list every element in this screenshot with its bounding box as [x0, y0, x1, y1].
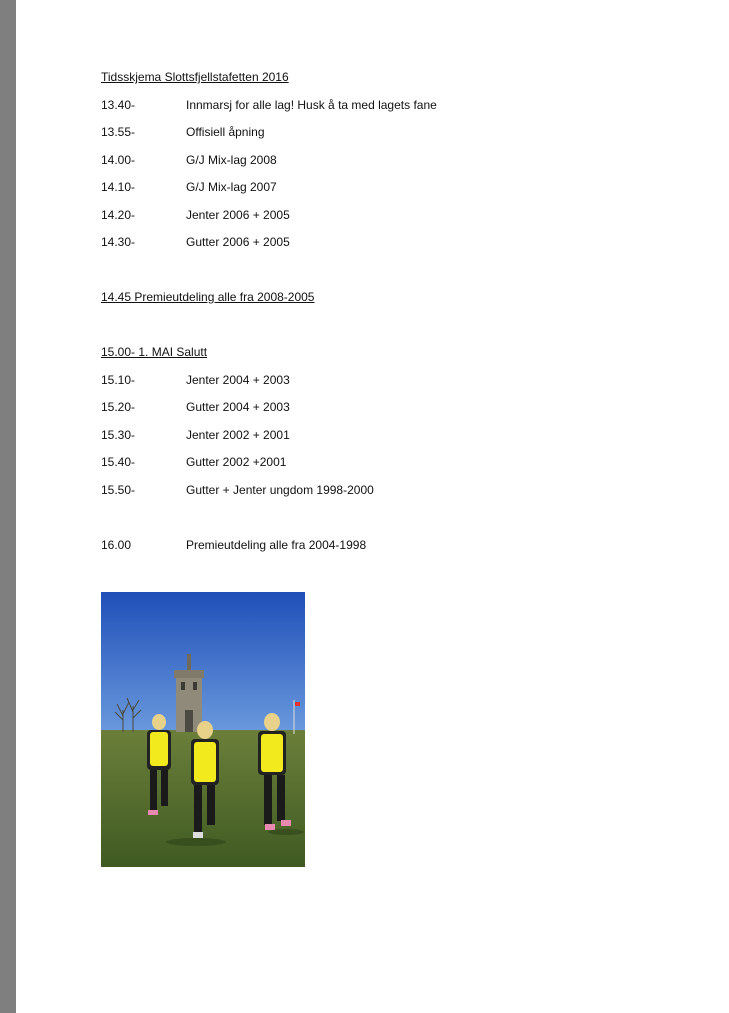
schedule-time: 14.30- [101, 235, 136, 249]
salute-heading: 15.00- 1. MAI Salutt [101, 345, 208, 359]
schedule-time: 15.10- [101, 372, 136, 387]
schedule-row [101, 153, 661, 168]
salute-line [101, 345, 661, 360]
spacer [101, 318, 661, 346]
schedule-event: Jenter 2004 + 2003 [186, 372, 290, 387]
schedule-time: 15.50- [101, 482, 136, 497]
award-final-time: 16.00 [101, 537, 132, 552]
schedule-row [101, 125, 661, 140]
schedule-row [101, 98, 661, 113]
schedule-event: Jenter 2002 + 2001 [186, 427, 290, 442]
schedule-time: 14.20- [101, 207, 136, 222]
schedule-row [101, 400, 661, 415]
schedule-event: Gutter + Jenter ungdom 1998-2000 [186, 482, 374, 497]
schedule-event: Jenter 2006 + 2005 [186, 207, 290, 222]
schedule-row [101, 455, 661, 470]
spacer [101, 263, 661, 291]
schedule-event: G/J Mix-lag 2008 [186, 152, 277, 167]
schedule-time: 14.10- [101, 180, 136, 194]
spacer [101, 510, 661, 538]
schedule-event: Innmarsj for alle lag! Husk å ta med lagets fane [186, 97, 437, 112]
schedule-row [101, 180, 661, 195]
award-heading: 14.45 Premieutdeling alle fra 2008-2005 [101, 290, 315, 304]
schedule-event: Offisiell åpning [186, 125, 265, 139]
schedule-time: 15.40- [101, 455, 136, 469]
tower-runners-photo [101, 592, 305, 867]
document-title-line [101, 70, 661, 85]
award-line [101, 290, 661, 305]
award-final-event: Premieutdeling alle fra 2004-1998 [186, 537, 367, 552]
schedule-time: 13.40- [101, 97, 136, 112]
schedule-content [101, 70, 661, 565]
schedule-event: Gutter 2006 + 2005 [186, 235, 290, 249]
viewer-side-bar [0, 0, 16, 1013]
event-photo [101, 592, 305, 867]
schedule-row [101, 483, 661, 498]
schedule-row [101, 373, 661, 388]
schedule-row [101, 208, 661, 223]
schedule-row [101, 428, 661, 443]
schedule-time: 15.30- [101, 427, 136, 442]
award-final-line [101, 538, 370, 553]
schedule-event: G/J Mix-lag 2007 [186, 180, 277, 194]
schedule-time: 15.20- [101, 400, 136, 414]
schedule-time: 13.55- [101, 125, 136, 139]
schedule-time: 14.00- [101, 152, 136, 167]
schedule-event: Gutter 2002 +2001 [186, 455, 287, 469]
schedule-row [101, 235, 661, 250]
document-title: Tidsskjema Slottsfjellstafetten 2016 [101, 70, 289, 84]
schedule-event: Gutter 2004 + 2003 [186, 400, 290, 414]
document-page [16, 0, 729, 1013]
